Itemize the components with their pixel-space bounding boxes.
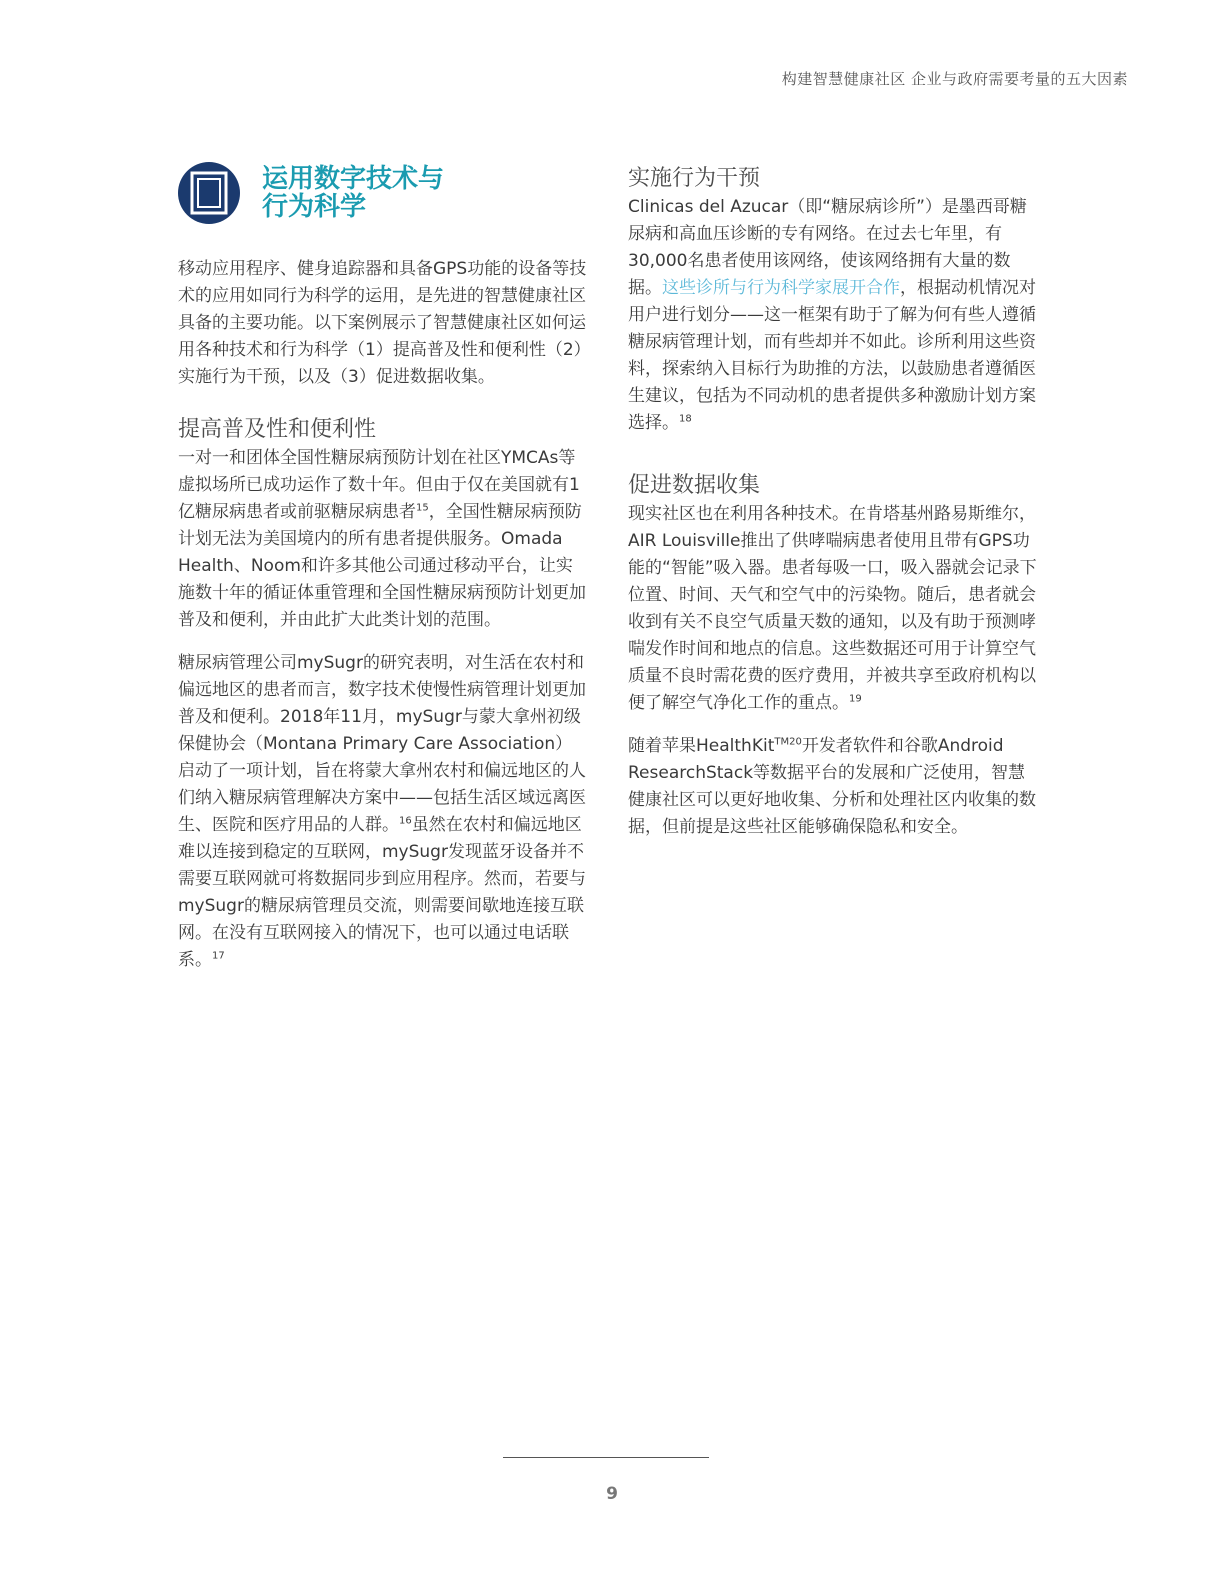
- right-column: [628, 160, 1038, 841]
- section-heading: [178, 162, 588, 224]
- paragraph-healthkit: 随着苹果HealthKit$^{TM20}$开发者软件和谷歌Android ResearchStack等数据平台的发展和广泛使用，智慧健康社区可以更好地收集、分析和处理社区内收集的数据，但前提是这些社区能够确保隐私和安全。: [628, 736, 1036, 837]
- footnote-ref: 19: [849, 693, 862, 705]
- left-column: [178, 160, 588, 974]
- paragraph-diabetes-prevention: 一对一和团体全国性糖尿病预防计划在社区YMCAs等虚拟场所已成功运作了数十年。但由于仅在美国就有1亿糖尿病患者或前驱糖尿病患者$^{15}$，全国性糖尿病预防计划无法为美国境内的所有患者提供服务。Omada Health、Noom和许多其他公司通过移动平台，让实施数十年的循证体重管理和全国性糖尿病预防计划更加普及和便利，并由此扩大此类计划的范围。: [178, 448, 586, 630]
- footnote-ref: 15: [416, 502, 429, 514]
- section-title: [262, 165, 444, 221]
- trademark-footnote: TM20: [774, 736, 802, 748]
- footnote-ref: 18: [679, 413, 692, 425]
- paragraph-mysugr: 糖尿病管理公司mySugr的研究表明，对生活在农村和偏远地区的患者而言，数字技术使慢性病管理计划更加普及和便利。2018年11月，mySugr与蒙大拿州初级保健协会（Montana Primary Care Association）启动了一项计划，旨在将蒙大拿州农村和偏远地区的人们纳入糖尿病管理解决方案中——包括生活区域远离医生、医院和医疗用品的人群。$^{16}$虽然在农村和偏远地区难以连接到稳定的互联网，mySugr发现蓝牙设备并不需要互联网就可将数据同步到应用程序。然而，若要与mySugr的糖尿病管理员交流，则需要间歇地连接互联网。在没有互联网接入的情况下，也可以通过电话联系。$^{17}$: [178, 653, 586, 970]
- page-number: 9: [606, 1484, 618, 1504]
- paragraph-air-louisville: 现实社区也在利用各种技术。在肯塔基州路易斯维尔，AIR Louisville推出了供哮喘病患者使用且带有GPS功能的“智能”吸入器。患者每吸一口，吸入器就会记录下位置、时间、天气和空气中的污染物。随后，患者就会收到有关不良空气质量天数的通知，以及有助于预测哮喘发作时间和地点的信息。这些数据还可用于计算空气质量不良时需花费的医疗费用，并被共享至政府机构以便了解空气净化工作的重点。$^{19}$: [628, 504, 1037, 713]
- running-header: 构建智慧健康社区 企业与政府需要考量的五大因素: [781, 70, 1128, 88]
- section-title-line2: 行为科学: [262, 192, 367, 222]
- subheading-data-collection: 促进数据收集: [628, 473, 761, 498]
- footnote-ref: 17: [212, 950, 225, 962]
- subheading-behavioral-intervention: 实施行为干预: [628, 166, 761, 191]
- intro-paragraph: 移动应用程序、健身追踪器和具备GPS功能的设备等技术的应用如同行为科学的运用，是先进的智慧健康社区具备的主要功能。以下案例展示了智慧健康社区如何运用各种技术和行为科学（1）提高普及性和便利性（2）实施行为干预，以及（3）促进数据收集。: [178, 259, 587, 387]
- footnote-ref: 16: [399, 815, 412, 827]
- section-title-line1: 运用数字技术与: [262, 164, 445, 194]
- link-behavioral-scientists[interactable]: 这些诊所与行为科学家展开合作: [662, 278, 900, 298]
- footer-divider: [503, 1457, 709, 1458]
- subheading-accessibility: 提高普及性和便利性: [178, 417, 377, 442]
- paragraph-clinicas: Clinicas del Azucar（即“糖尿病诊所”）是墨西哥糖尿病和高血压诊断的专有网络。在过去七年里，有30,000名患者使用该网络，使该网络拥有大量的数据。这些诊所与行为科学家展开合作，根据动机情况对用户进行划分——这一框架有助于了解为何有些人遵循糖尿病管理计划，而有些却并不如此。诊所利用这些资料，探索纳入目标行为助推的方法，以鼓励患者遵循医生建议，包括为不同动机的患者提供多种激励计划方案选择。$^{18}$: [628, 197, 1036, 433]
- tablet-icon: [178, 162, 240, 224]
